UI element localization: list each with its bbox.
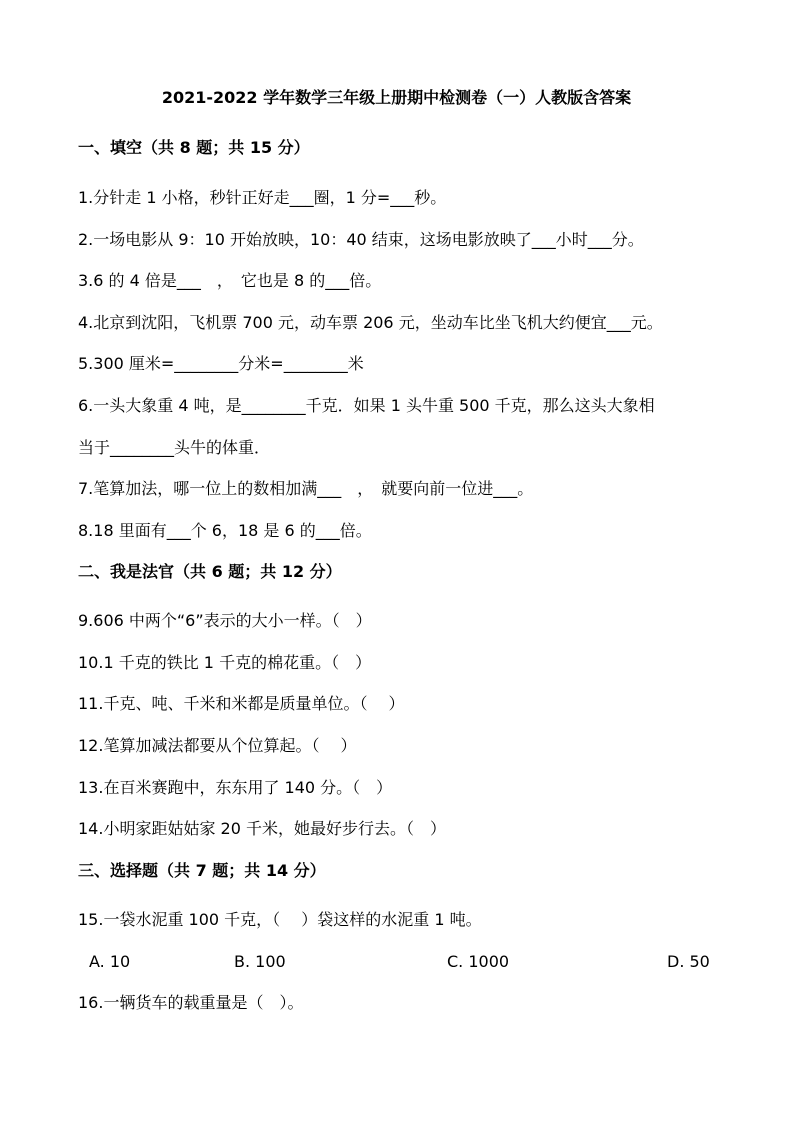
question-3: 3.6 的 4 倍是___ ， 它也是 8 的___倍。: [78, 271, 382, 290]
question-5: 5.300 厘米=________分米=________米: [78, 354, 364, 373]
question-14: 14.小明家距姑姑家 20 千米，她最好步行去。（ ）: [78, 819, 446, 838]
question-2: 2.一场电影从 9：10 开始放映，10：40 结束，这场电影放映了___小时___分。: [78, 230, 644, 249]
section-heading-fill-in: 一、填空（共 8 题；共 15 分）: [78, 138, 310, 157]
question-16: 16.一辆货车的载重量是（ ）。: [78, 993, 304, 1012]
question-9: 9.606 中两个“6”表示的大小一样。（ ）: [78, 611, 372, 630]
question-10: 10.1 千克的铁比 1 千克的棉花重。（ ）: [78, 653, 372, 672]
question-12: 12.笔算加减法都要从个位算起。（ ）: [78, 736, 357, 755]
section-heading-judge: 二、我是法官（共 6 题；共 12 分）: [78, 562, 342, 581]
option-b: B. 100: [234, 952, 286, 971]
exam-title: 2021-2022 学年数学三年级上册期中检测卷（一）人教版含答案: [161, 88, 632, 107]
question-15: 15.一袋水泥重 100 千克，（ ）袋这样的水泥重 1 吨。: [78, 910, 482, 929]
question-1: 1.分针走 1 小格，秒针正好走___圈，1 分=___秒。: [78, 188, 447, 207]
option-d: D. 50: [667, 952, 710, 971]
option-c: C. 1000: [447, 952, 510, 971]
section-heading-choice: 三、选择题（共 7 题；共 14 分）: [78, 861, 326, 880]
question-6-line-1: 6.一头大象重 4 吨，是________千克．如果 1 头牛重 500 千克，那么这头大象相: [78, 396, 655, 415]
question-11: 11.千克、吨、千米和米都是质量单位。（ ）: [78, 694, 405, 713]
question-8: 8.18 里面有___个 6，18 是 6 的___倍。: [78, 521, 372, 540]
question-13: 13.在百米赛跑中，东东用了 140 分。（ ）: [78, 778, 393, 797]
option-a: A. 10: [89, 952, 131, 971]
question-4: 4.北京到沈阳，飞机票 700 元，动车票 206 元，坐动车比坐飞机大约便宜___元。: [78, 313, 663, 332]
question-6-line-2: 当于________头牛的体重．: [78, 438, 271, 457]
question-7: 7.笔算加法，哪一位上的数相加满___ ， 就要向前一位进___。: [78, 479, 534, 498]
